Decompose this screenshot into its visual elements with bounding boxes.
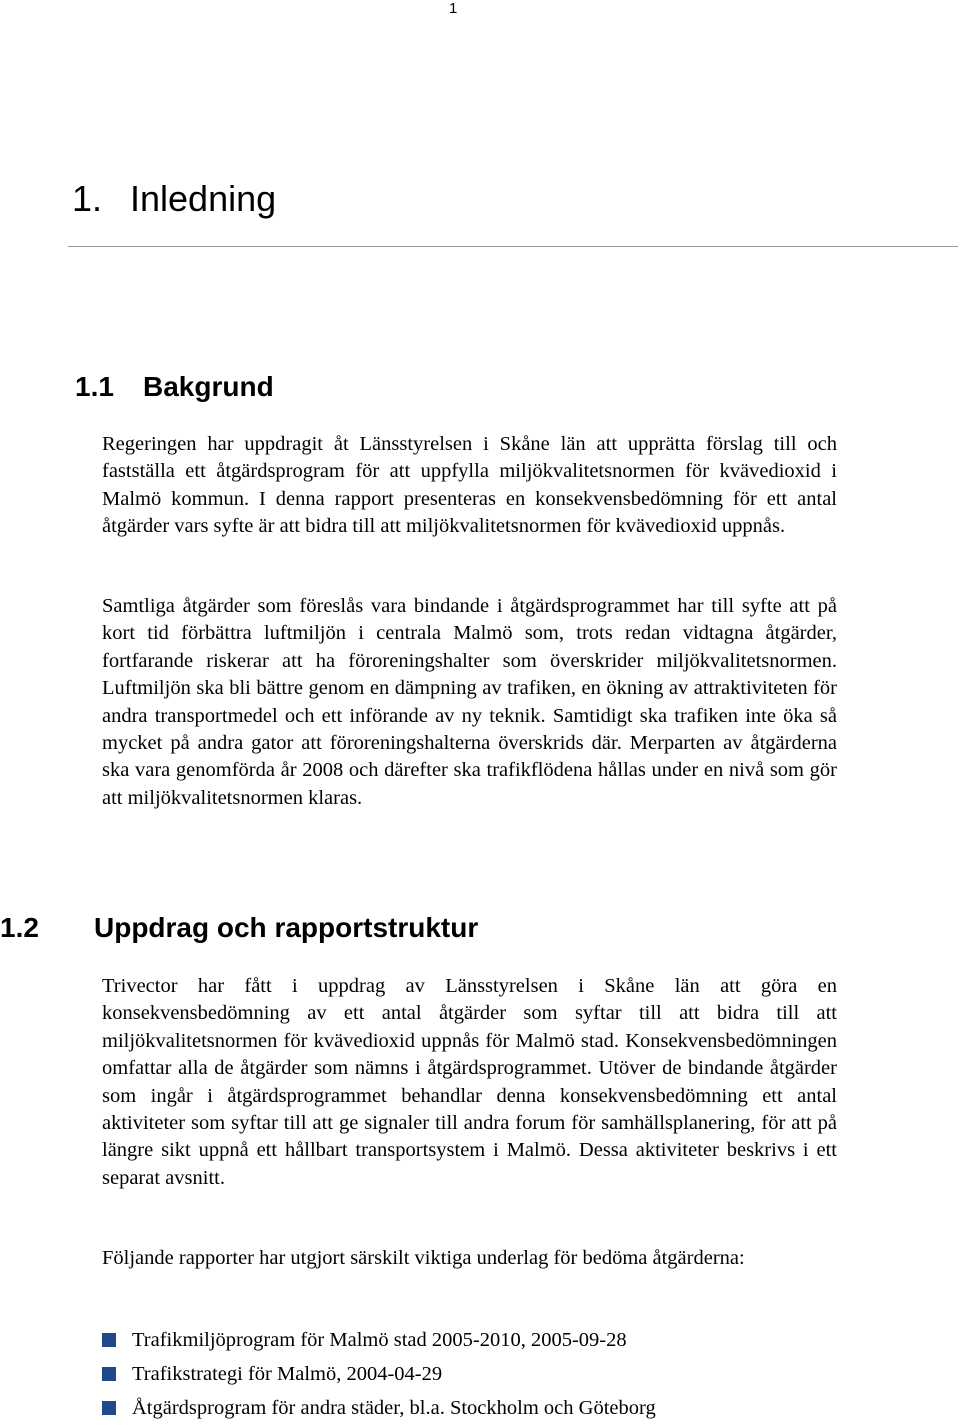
section-number: 1.2: [0, 912, 39, 943]
chapter-number: 1.: [72, 178, 103, 219]
section-heading-bakgrund: [75, 371, 274, 403]
list-item: [102, 1391, 656, 1425]
heading-divider: [68, 246, 958, 247]
paragraph: Trivector har fått i uppdrag av Länsstyrelsen i Skåne län att göra en konsekvensbedömning av ett antal åtgärder som syftar till att bidra till att miljökvalitetsnormen för kvävedioxid uppnås för Malmö stad. Konsekvensbedömningen omfattar alla de åtgärder som nämns i åtgärdsprogrammet. Utöver de bindande åtgärder som ingår i åtgärdsprogrammet behandlar denna konsekvensbedömning ett antal aktiviteter som syftar till att ge signaler till andra forum för samhällsplanering, för att på längre sikt uppnå ett hållbart transportsystem i Malmö. Dessa aktiviteter beskrivs i ett separat avsnitt.: [102, 975, 837, 1189]
report-list: [102, 1323, 656, 1425]
list-item-text: Åtgärdsprogram för andra städer, bl.a. Stockholm och Göteborg: [132, 1397, 656, 1419]
section-heading-uppdrag: [0, 912, 478, 944]
square-bullet-icon: [102, 1367, 116, 1381]
chapter-title: Inledning: [130, 178, 277, 219]
page-number: 1: [449, 0, 458, 17]
paragraph: Regeringen har uppdragit åt Länsstyrelsen i Skåne län att upprätta förslag till och fastställa ett åtgärdsprogram för att uppfylla miljökvalitetsnormen för kvävedioxid i Malmö kommun. I denna rapport presenteras en konsekvensbedömning för ett antal åtgärder vars syfte är att bidra till att miljökvalitetsnormen för kvävedioxid uppnås.: [102, 433, 837, 538]
section-title: Bakgrund: [143, 371, 274, 402]
list-item-text: Trafikstrategi för Malmö, 2004-04-29: [132, 1363, 443, 1385]
list-item: [102, 1357, 656, 1391]
section-title: Uppdrag och rapportstruktur: [94, 912, 479, 943]
paragraph: Samtliga åtgärder som föreslås vara bindande i åtgärdsprogrammet har till syfte att på kort tid förbättra luftmiljön i centrala Malmö som, trots redan vidtagna åtgärder, fortfarande riskerar att ha föroreningshalter som överskrider miljökvalitetsnormen. Luftmiljön ska bli bättre genom en dämpning av trafiken, en ökning av attraktiviteten för andra transportmedel och ett införande av ny teknik. Samtidigt ska trafiken inte öka så mycket på andra gator att föroreningshalterna överskrids där. Merparten av åtgärderna ska vara genomförda år 2008 och därefter ska trafikflödena hållas under en nivå som gör att miljökvalitetsnormen klaras.: [102, 595, 837, 809]
square-bullet-icon: [102, 1333, 116, 1347]
list-item: [102, 1323, 656, 1357]
list-item-text: Trafikmiljöprogram för Malmö stad 2005-2010, 2005-09-28: [132, 1329, 627, 1351]
section-number: 1.1: [75, 371, 114, 402]
chapter-heading: [72, 178, 276, 220]
paragraph: Följande rapporter har utgjort särskilt viktiga underlag för bedöma åtgärderna:: [102, 1247, 745, 1269]
square-bullet-icon: [102, 1401, 116, 1415]
